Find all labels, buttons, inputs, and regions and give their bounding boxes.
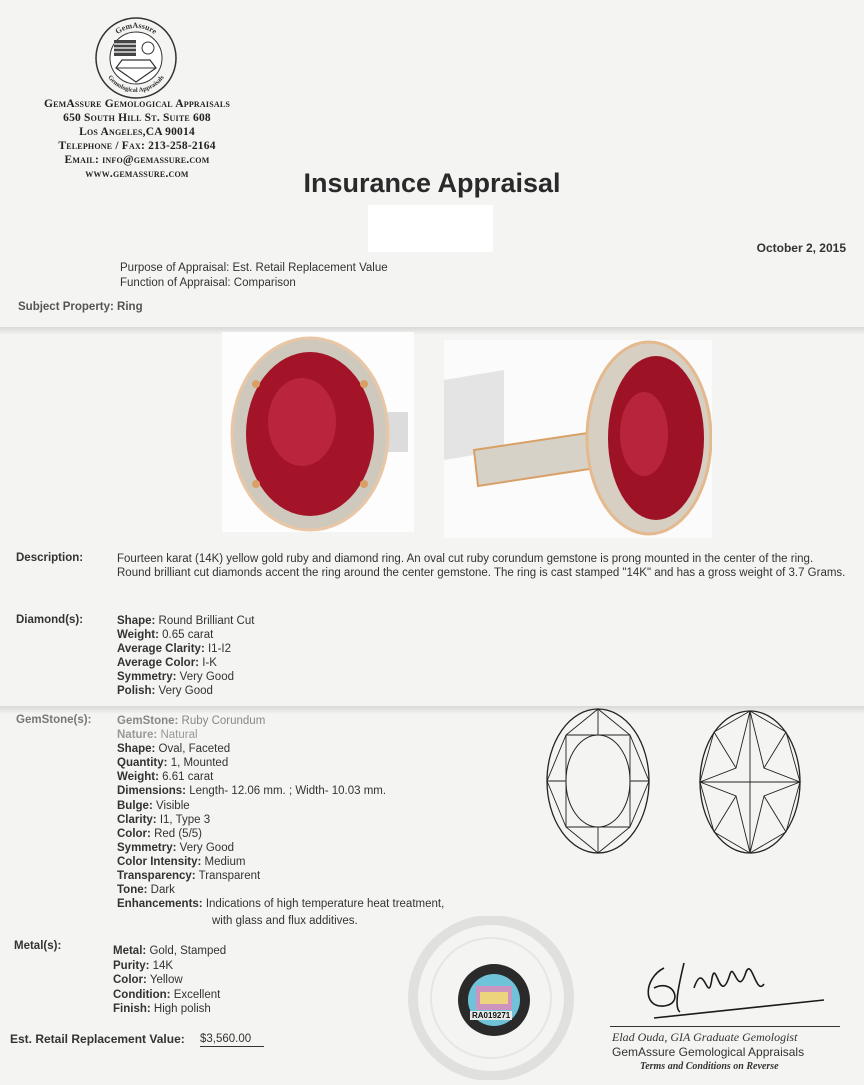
detail-row [117, 897, 444, 911]
detail-value: 14K [152, 959, 174, 972]
detail-key: Color Intensity: [117, 855, 202, 868]
detail-key: Symmetry: [117, 841, 177, 854]
detail-row [117, 770, 444, 784]
logo-bottom-text: Gemological Appraisals [106, 74, 166, 95]
gem-diagram-side [544, 706, 652, 856]
ring-photo-side [444, 340, 712, 538]
detail-row [113, 988, 226, 1003]
detail-row [117, 684, 254, 698]
detail-row [117, 883, 444, 897]
signature-graphic [634, 948, 834, 1028]
purpose-text: Purpose of Appraisal: Est. Retail Replacement Value [120, 262, 388, 274]
company-logo [92, 14, 180, 102]
detail-row [117, 827, 444, 841]
detail-row [113, 973, 226, 988]
detail-value: Ruby Corundum [181, 715, 266, 727]
detail-key: Transparency: [117, 870, 196, 883]
detail-row [113, 959, 226, 974]
logo-top-text: GemAssure [113, 20, 159, 37]
appraisal-date: October 2, 2015 [756, 241, 846, 255]
detail-row [117, 656, 254, 670]
gem-diagram-top [698, 708, 802, 856]
detail-value: Length- 12.06 mm. ; Width- 10.03 mm. [189, 785, 387, 798]
detail-row [113, 944, 226, 959]
detail-row [117, 714, 444, 728]
detail-value: Very Good [179, 671, 234, 683]
detail-key: Enhancements: [117, 898, 203, 911]
hologram-serial: RA019271 [472, 1011, 511, 1020]
email: Email: info@gemassure.com [64, 154, 210, 166]
website: www.gemassure.com [85, 168, 189, 180]
detail-row [117, 642, 254, 656]
detail-value: Round Brilliant Cut [158, 615, 255, 627]
detail-key: Nature: [117, 729, 158, 742]
company-name: GemAssure Gemological Appraisals [43, 98, 231, 110]
detail-key: Dimensions: [117, 785, 187, 798]
detail-row [117, 614, 254, 628]
detail-value: High polish [153, 1003, 211, 1015]
diamonds-details [117, 614, 254, 698]
detail-row [117, 756, 444, 770]
detail-key: Weight: [117, 771, 159, 784]
detail-value: Very Good [179, 841, 234, 854]
detail-value: 0.65 carat [162, 629, 214, 641]
detail-key: Shape: [117, 615, 156, 627]
detail-row [117, 728, 444, 742]
detail-row [117, 628, 254, 642]
gemstone-details [117, 714, 444, 911]
gemstone-label: GemStone(s): [16, 714, 92, 726]
detail-row [117, 670, 254, 684]
signature-line [610, 1026, 840, 1027]
detail-value: Dark [150, 884, 175, 897]
detail-row [117, 855, 444, 869]
detail-key: Weight: [117, 629, 159, 641]
detail-value: 6.61 carat [162, 771, 214, 784]
detail-row [117, 813, 444, 827]
detail-row [117, 784, 444, 798]
detail-key: Color: [113, 974, 147, 986]
paper-fold [0, 327, 864, 335]
address-line-2: Los Angeles,CA 90014 [79, 126, 195, 138]
terms-note: Terms and Conditions on Reverse [640, 1061, 779, 1072]
page-title: Insurance Appraisal [303, 168, 561, 198]
subject-property: Subject Property: Ring [18, 301, 143, 313]
detail-key: Purity: [113, 959, 150, 972]
detail-key: Average Clarity: [117, 643, 205, 655]
detail-key: Average Color: [117, 657, 200, 669]
detail-row [117, 869, 444, 883]
detail-row [117, 841, 444, 855]
detail-row [117, 799, 444, 813]
redaction-box [368, 205, 493, 252]
detail-key: Condition: [113, 988, 171, 1001]
signer-name: Elad Ouda, GIA Graduate Gemologist [612, 1030, 798, 1044]
metal-details [113, 944, 226, 1017]
detail-value: Red (5/5) [154, 827, 202, 840]
detail-key: GemStone: [117, 715, 179, 727]
address-line-1: 650 South Hill St. Suite 608 [63, 112, 211, 124]
detail-value: I1, Type 3 [159, 813, 211, 826]
detail-key: Tone: [117, 884, 148, 897]
description-label: Description: [16, 552, 84, 564]
detail-key: Quantity: [117, 757, 168, 770]
value-amount: $3,560.00 [200, 1032, 264, 1047]
diamonds-label: Diamond(s): [16, 614, 84, 626]
detail-value: Natural [160, 729, 198, 742]
detail-row [113, 1002, 226, 1017]
detail-value: Visible [155, 799, 190, 812]
detail-key: Shape: [117, 743, 156, 756]
detail-key: Bulge: [117, 799, 153, 812]
detail-row [117, 742, 444, 756]
detail-value: Very Good [158, 685, 213, 697]
detail-value: Medium [204, 855, 246, 868]
detail-value: I-K [202, 657, 217, 669]
embossed-seal [408, 916, 574, 1080]
detail-key: Metal: [113, 945, 147, 957]
detail-key: Polish: [117, 685, 156, 697]
function-text: Function of Appraisal: Comparison [120, 277, 296, 289]
detail-value: Excellent [173, 988, 221, 1001]
detail-value: Gold, Stamped [149, 945, 227, 957]
detail-key: Clarity: [117, 813, 157, 826]
detail-value: Yellow [149, 974, 183, 986]
detail-key: Finish: [113, 1003, 151, 1015]
signer-company: GemAssure Gemological Appraisals [612, 1045, 805, 1059]
phone-fax: Telephone / Fax: 213-258-2164 [58, 140, 216, 152]
detail-value: Oval, Faceted [158, 743, 231, 756]
ring-photo-front [222, 332, 414, 532]
detail-key: Symmetry: [117, 671, 177, 683]
detail-value: I1-I2 [207, 643, 231, 655]
detail-value: Transparent [198, 870, 261, 883]
detail-value: Indications of high temperature heat treatment, [205, 898, 445, 911]
value-label: Est. Retail Replacement Value: [10, 1032, 185, 1046]
description-text: Fourteen karat (14K) yellow gold ruby and diamond ring. An oval cut ruby corundum gemstone is prong mounted in the center of the ring. Round brilliant cut diamonds accent the ring around the center gemstone. The ring is cast stamped "14K" and has a gross weight of 3.7 Grams. [117, 553, 846, 579]
detail-key: Color: [117, 827, 151, 840]
detail-value: 1, Mounted [170, 757, 229, 770]
enhancements-continued: with glass and flux additives. [212, 915, 358, 927]
metals-label: Metal(s): [14, 940, 62, 952]
